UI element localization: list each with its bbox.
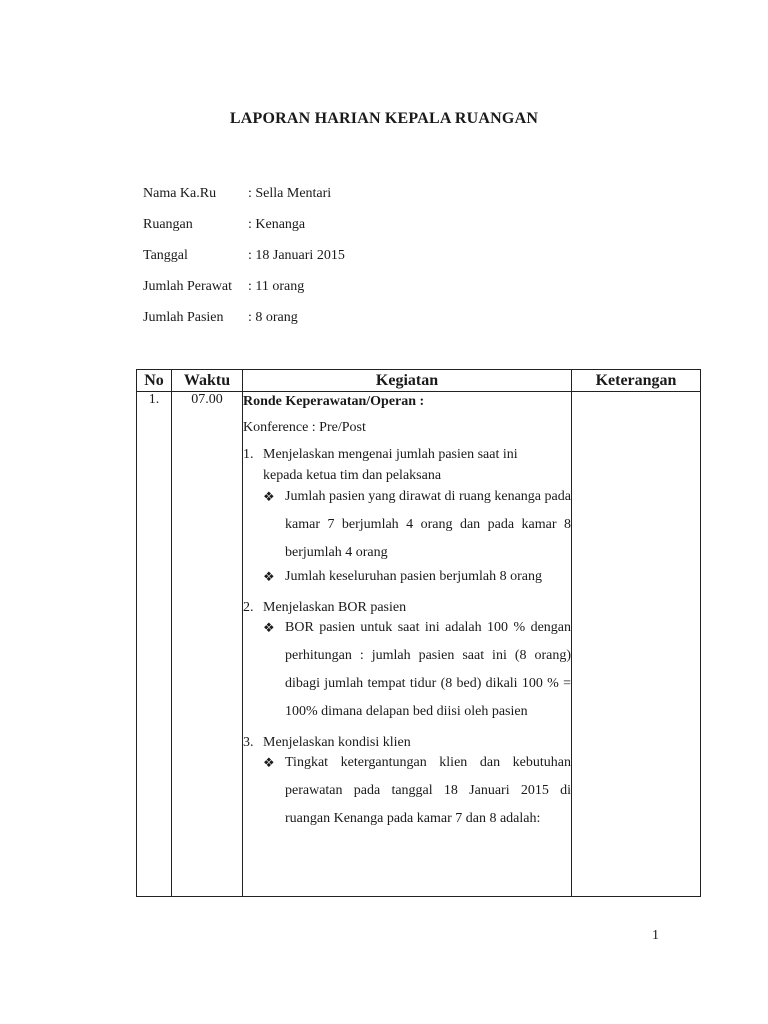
page-number: 1 [652,928,659,943]
row-number: 1. [137,392,172,897]
info-row-perawat [143,276,345,307]
report-info [143,183,345,338]
info-value: : 8 orang [248,310,298,325]
bullet-item [263,618,571,726]
activity-table [136,369,701,897]
info-label: Nama Ka.Ru [143,186,217,201]
point-text: Menjelaskan kondisi klien [263,735,411,750]
row-time: 07.00 [172,392,243,897]
bullet-text: Jumlah keseluruhan pasien berjumlah 8 orang [285,569,542,584]
diamond-bullet-icon: ❖ [263,620,275,635]
bullet-text: Jumlah pasien yang dirawat di ruang kenanga pada kamar 7 berjumlah 4 orang dan pada kamar 8 berjumlah 4 orang [285,489,571,560]
column-header-time: Waktu [172,370,243,392]
row-notes [572,392,701,897]
activity-point-1 [243,445,571,591]
info-value: : 18 Januari 2015 [248,248,345,263]
point-number: 2. [243,600,254,615]
info-value: : Kenanga [248,217,306,232]
point-continuation: kepada ketua tim dan pelaksana [263,468,442,483]
table-header-row [137,370,701,392]
info-label: Ruangan [143,217,193,232]
document-title: LAPORAN HARIAN KEPALA RUANGAN [229,110,539,127]
bullet-item [263,487,571,567]
activity-subheading: Konference : Pre/Post [243,420,366,435]
activity-point-3 [243,733,571,833]
info-row-tanggal [143,245,345,276]
diamond-bullet-icon: ❖ [263,489,275,504]
activity-heading: Ronde Keperawatan/Operan : [243,394,425,409]
column-header-notes: Keterangan [572,370,701,392]
activity-point-2 [243,598,571,726]
info-row-ruangan [143,214,345,245]
row-activity [243,392,572,897]
bullet-text: BOR pasien untuk saat ini adalah 100 % dengan perhitungan : jumlah pasien saat ini (8 orang) dibagi jumlah tempat tidur (8 bed) dikali 100 % = 100% dimana delapan bed diisi oleh pasien [285,620,571,719]
diamond-bullet-icon: ❖ [263,569,275,584]
info-label: Jumlah Perawat [143,279,233,294]
column-header-no: No [137,370,172,392]
point-text: Menjelaskan BOR pasien [263,600,407,615]
bullet-item [263,567,571,591]
table-row [137,392,701,897]
point-text: Menjelaskan mengenai jumlah pasien saat ini [263,447,518,462]
info-value: : Sella Mentari [248,186,332,201]
point-number: 3. [243,735,254,750]
info-label: Tanggal [143,248,188,263]
bullet-text: Tingkat ketergantungan klien dan kebutuhan perawatan pada tanggal 18 Januari 2015 di ruangan Kenanga pada kamar 7 dan 8 adalah: [285,755,571,826]
point-number: 1. [243,447,254,462]
bullet-item [263,753,571,833]
info-value: : 11 orang [248,279,305,294]
info-row-pasien [143,307,345,338]
info-label: Jumlah Pasien [143,310,224,325]
column-header-activity: Kegiatan [243,370,572,392]
diamond-bullet-icon: ❖ [263,755,275,770]
info-row-nama [143,183,345,214]
